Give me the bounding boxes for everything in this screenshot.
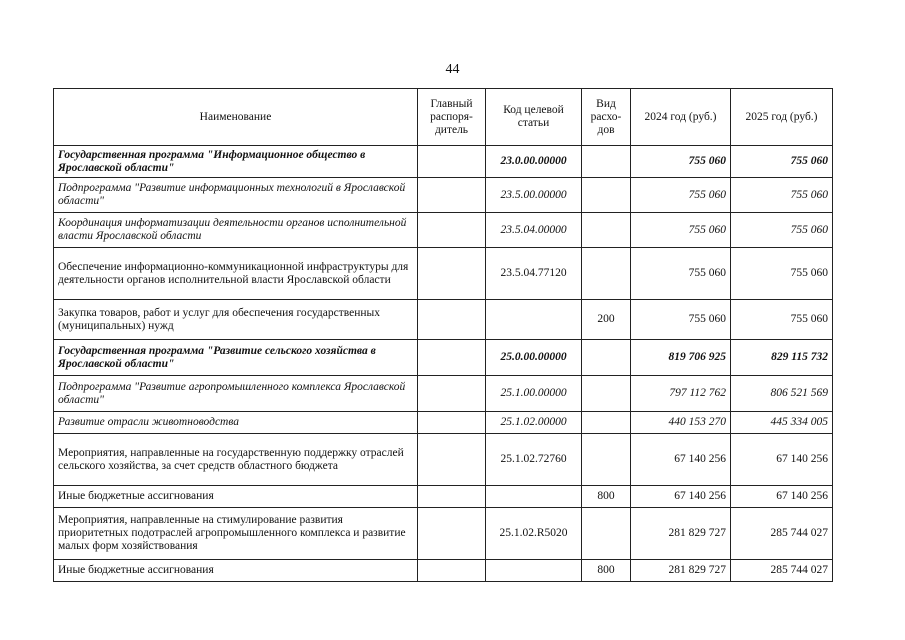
cell-2025: 755 060 [731,213,833,248]
cell-2024: 797 112 762 [631,376,731,412]
header-target-code: Код целевой статьи [486,89,582,146]
cell-2024: 67 140 256 [631,486,731,508]
cell-2024: 281 829 727 [631,560,731,582]
cell-name: Иные бюджетные ассигнования [54,560,418,582]
cell-name: Иные бюджетные ассигнования [54,486,418,508]
cell-2025: 285 744 027 [731,508,833,560]
cell-main-manager [418,376,486,412]
cell-target-code [486,486,582,508]
cell-expense-type [582,213,631,248]
cell-target-code: 23.5.00.00000 [486,178,582,213]
table-header-row [54,89,833,146]
cell-main-manager [418,213,486,248]
cell-target-code: 23.0.00.00000 [486,146,582,178]
cell-name: Подпрограмма "Развитие агропромышленного комплекса Ярославской области" [54,376,418,412]
cell-main-manager [418,300,486,340]
page-number: 44 [445,62,460,77]
cell-2024: 440 153 270 [631,412,731,434]
cell-main-manager [418,146,486,178]
cell-name: Мероприятия, направленные на государственную поддержку отраслей сельского хозяйства, за счет средств областного бюджета [54,434,418,486]
cell-2025: 67 140 256 [731,486,833,508]
cell-name: Обеспечение информационно-коммуникационной инфраструктуры для деятельности органов исполнительной власти Ярославской области [54,248,418,300]
header-name: Наименование [54,89,418,146]
cell-expense-type [582,248,631,300]
cell-main-manager [418,178,486,213]
cell-name: Государственная программа "Развитие сельского хозяйства в Ярославской области" [54,340,418,376]
table-row [54,300,833,340]
cell-name: Мероприятия, направленные на стимулирование развития приоритетных подотраслей агропромышленного комплекса и развитие малых форм хозяйствования [54,508,418,560]
cell-2024: 755 060 [631,146,731,178]
cell-2025: 755 060 [731,146,833,178]
cell-target-code: 25.0.00.00000 [486,340,582,376]
cell-name: Координация информатизации деятельности органов исполнительной власти Ярославской области [54,213,418,248]
table-row [54,412,833,434]
cell-expense-type: 200 [582,300,631,340]
table-row [54,178,833,213]
table-row [54,340,833,376]
cell-expense-type: 800 [582,560,631,582]
header-main-manager: Главный распоря-дитель [418,89,486,146]
table-row [54,248,833,300]
cell-target-code: 23.5.04.77120 [486,248,582,300]
cell-2024: 755 060 [631,248,731,300]
cell-target-code [486,560,582,582]
table-row [54,146,833,178]
cell-main-manager [418,248,486,300]
table-row [54,213,833,248]
cell-name: Государственная программа "Информационное общество в Ярославской области" [54,146,418,178]
cell-main-manager [418,486,486,508]
cell-2025: 755 060 [731,248,833,300]
cell-name: Подпрограмма "Развитие информационных технологий в Ярославской области" [54,178,418,213]
cell-2024: 281 829 727 [631,508,731,560]
cell-expense-type [582,376,631,412]
header-2025: 2025 год (руб.) [731,89,833,146]
cell-name: Развитие отрасли животноводства [54,412,418,434]
table-row [54,486,833,508]
cell-2025: 829 115 732 [731,340,833,376]
cell-expense-type: 800 [582,486,631,508]
cell-2024: 755 060 [631,178,731,213]
cell-2025: 755 060 [731,300,833,340]
table-row [54,376,833,412]
cell-expense-type [582,178,631,213]
cell-main-manager [418,560,486,582]
cell-2025: 755 060 [731,178,833,213]
cell-expense-type [582,412,631,434]
budget-table [53,88,833,582]
table-row [54,508,833,560]
cell-expense-type [582,434,631,486]
cell-name: Закупка товаров, работ и услуг для обеспечения государственных (муниципальных) нужд [54,300,418,340]
cell-main-manager [418,412,486,434]
cell-expense-type [582,508,631,560]
cell-2024: 755 060 [631,213,731,248]
table-row [54,434,833,486]
cell-2025: 67 140 256 [731,434,833,486]
header-2024: 2024 год (руб.) [631,89,731,146]
cell-2025: 806 521 569 [731,376,833,412]
header-expense-type: Вид расхо-дов [582,89,631,146]
cell-target-code: 25.1.02.R5020 [486,508,582,560]
cell-2024: 755 060 [631,300,731,340]
cell-main-manager [418,508,486,560]
cell-main-manager [418,434,486,486]
cell-expense-type [582,146,631,178]
cell-target-code [486,300,582,340]
cell-main-manager [418,340,486,376]
cell-2025: 285 744 027 [731,560,833,582]
cell-target-code: 25.1.00.00000 [486,376,582,412]
cell-target-code: 25.1.02.72760 [486,434,582,486]
cell-expense-type [582,340,631,376]
cell-target-code: 23.5.04.00000 [486,213,582,248]
table-row [54,560,833,582]
cell-2024: 67 140 256 [631,434,731,486]
cell-2024: 819 706 925 [631,340,731,376]
cell-target-code: 25.1.02.00000 [486,412,582,434]
cell-2025: 445 334 005 [731,412,833,434]
